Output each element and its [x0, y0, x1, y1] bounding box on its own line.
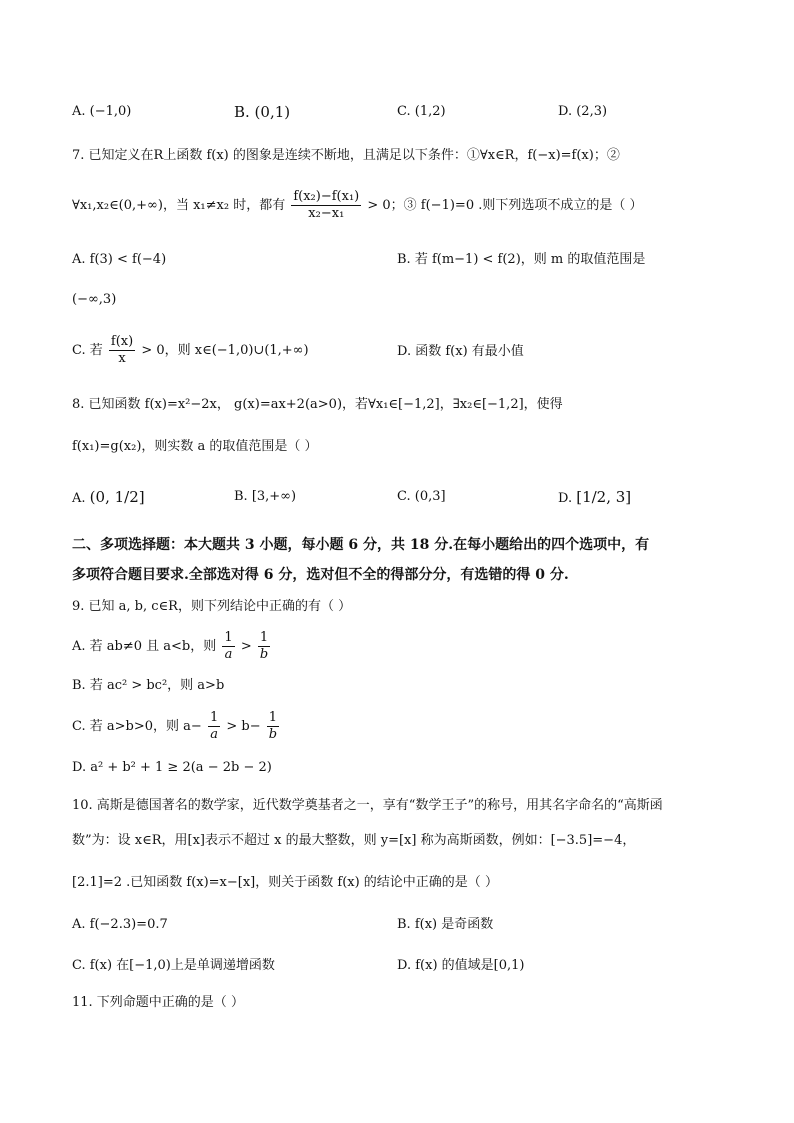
- q8-option-b: B. [3,+∞): [234, 489, 297, 504]
- q9-c-frac1-den: a: [210, 727, 218, 742]
- q9-c-frac2-den: b: [268, 727, 278, 742]
- q7-c-post: > 0，则 x∈(−1,0)∪(1,+∞): [141, 343, 309, 358]
- q7-option-b: B. 若 f(m−1) < f(2)，则 m 的取值范围是: [397, 252, 646, 267]
- q7-c-fraction: [109, 334, 135, 367]
- q10-stem-line1: 10. 高斯是德国著名的数学家，近代数学奠基者之一，享有“数学王子”的称号，用其名字命名的“高斯函: [72, 798, 663, 813]
- q7-option-b-cont: (−∞,3): [72, 292, 117, 307]
- q9-c-frac1: [208, 710, 220, 743]
- q10-option-a: A. f(−2.3)=0.7: [72, 917, 168, 932]
- q6-option-c: C. (1,2): [397, 104, 446, 119]
- q10-option-d: D. f(x) 的值域是[0,1): [397, 958, 525, 973]
- q7-line2-post: > 0；③ f(−1)=0 .则下列选项不成立的是（ ）: [367, 198, 643, 213]
- q9-a-frac2-den: b: [259, 647, 269, 662]
- q9-a-frac1: [222, 630, 234, 663]
- q9-a-frac2: [258, 630, 270, 663]
- q6-option-a: A. (−1,0): [72, 104, 132, 119]
- section2-header-line1: 二、多项选择题：本大题共 3 小题，每小题 6 分，共 18 分.在每小题给出的四个选项中，有: [72, 537, 650, 553]
- q9-c-frac1-num: 1: [209, 710, 219, 725]
- q7-line2-pre: ∀x₁,x₂∈(0,+∞)，当 x₁≠x₂ 时，都有: [72, 198, 286, 213]
- q8-option-c: C. (0,3]: [397, 489, 446, 504]
- q8-d-val: [1/2, 3]: [576, 488, 632, 506]
- q6-option-d: D. (2,3): [558, 104, 608, 119]
- q7-option-c: [72, 334, 309, 368]
- q7-frac-den: x₂−x₁: [308, 206, 345, 221]
- q7-c-pre: C. 若: [72, 343, 103, 358]
- q9-option-b: B. 若 ac² > bc²，则 a>b: [72, 678, 225, 693]
- q7-c-num: f(x): [110, 334, 134, 349]
- q9-c-frac2: [267, 710, 279, 743]
- q8-stem-line1: 8. 已知函数 f(x)=x²−2x， g(x)=ax+2(a>0)，若∀x₁∈[−1,2]，∃x₂∈[−1,2]，使得: [72, 397, 563, 412]
- q7-fraction: [291, 189, 361, 222]
- q8-option-d: [558, 487, 631, 509]
- q9-option-c: [72, 710, 281, 744]
- q8-d-pre: D.: [558, 491, 573, 506]
- section2-header-line2: 多项符合题目要求.全部选对得 6 分，选对但不全的得部分分，有选错的得 0 分.: [72, 567, 569, 583]
- q9-a-frac1-den: a: [224, 647, 233, 662]
- q10-option-b: B. f(x) 是奇函数: [397, 917, 494, 932]
- q8-stem-line2: f(x₁)=g(x₂)，则实数 a 的取值范围是（ ）: [72, 439, 318, 454]
- q6-option-b: B. (0,1): [234, 103, 291, 121]
- q9-c-mid: > b−: [226, 719, 261, 734]
- q9-c-frac2-num: 1: [267, 710, 279, 727]
- q9-option-d: D. a² + b² + 1 ≥ 2(a − 2b − 2): [72, 760, 272, 775]
- q9-a-mid: >: [240, 639, 252, 654]
- q7-stem-line1: 7. 已知定义在R上函数 f(x) 的图象是连续不断地，且满足以下条件：①∀x∈R，f(−x)=f(x)；②: [72, 148, 620, 163]
- q10-stem-line3: [2.1]=2 .已知函数 f(x)=x−[x]，则关于函数 f(x) 的结论中正确的是（ ）: [72, 875, 498, 890]
- q10-option-c: C. f(x) 在[−1,0)上是单调递增函数: [72, 958, 275, 973]
- q11-stem: 11. 下列命题中正确的是（ ）: [72, 995, 244, 1010]
- q7-frac-num: f(x₂)−f(x₁): [293, 189, 360, 204]
- q8-a-val: (0, 1/2]: [89, 488, 145, 506]
- q9-option-a: [72, 630, 272, 664]
- q9-stem: 9. 已知 a, b, c∈R，则下列结论中正确的有（ ）: [72, 599, 352, 614]
- q8-a-pre: A.: [72, 491, 86, 506]
- q7-option-a: A. f(3) < f(−4): [72, 252, 167, 267]
- q9-a-frac1-num: 1: [224, 630, 233, 645]
- q9-a-frac2-num: 1: [258, 630, 270, 647]
- q9-a-pre: A. 若 ab≠0 且 a<b，则: [72, 639, 217, 654]
- q7-option-d: D. 函数 f(x) 有最小值: [397, 344, 524, 359]
- q7-c-den: x: [118, 351, 126, 366]
- q9-c-pre: C. 若 a>b>0，则 a−: [72, 719, 202, 734]
- q8-option-a: [72, 487, 145, 509]
- q10-stem-line2: 数”为：设 x∈R，用[x]表示不超过 x 的最大整数，则 y=[x] 称为高斯函数，例如：[−3.5]=−4，: [72, 833, 636, 848]
- q7-stem-line2: [72, 189, 734, 223]
